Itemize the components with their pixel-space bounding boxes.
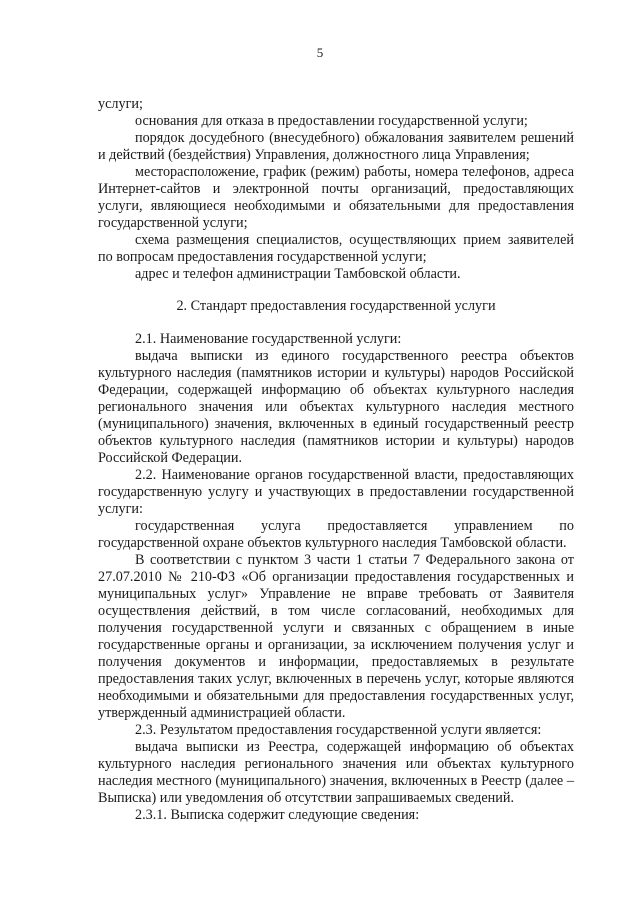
paragraph: адрес и телефон администрации Тамбовской области. xyxy=(135,266,461,282)
paragraph: 2.3.1. Выписка содержит следующие сведения: xyxy=(135,807,420,823)
paragraph: порядок досудебного (внесудебного) обжалования заявителем решений и действий (бездействия) Управления, должностного лица Управления; xyxy=(98,130,574,163)
paragraph: В соответствии с пунктом 3 части 1 статьи 7 Федерального закона от 27.07.2010 № 210-ФЗ «Об организации предоставления государственных и муниципальных услуг» Управление не вправе требовать от Заявителя осуществления действий, в том числе согласований, необходимых для получения государственной услуги и связанных с обращением в иные государственные органы и организации, за исключением получения услуг и получения документов и информации, предоставляемых в результате предоставления таких услуг, включенных в перечень услуг, которые являются необходимыми и обязательными для предоставления государственных услуг, утвержденный администрацией области. xyxy=(98,552,574,721)
paragraph: государственная услуга предоставляется управлением по государственной охране объектов культурного наследия Тамбовской области. xyxy=(98,518,574,551)
document-body xyxy=(98,96,574,824)
section-heading: 2. Стандарт предоставления государственной услуги xyxy=(176,298,496,314)
page-number: 5 xyxy=(316,45,324,60)
paragraph: месторасположение, график (режим) работы, номера телефонов, адреса Интернет-сайтов и электронной почты организаций, предоставляющих услуги, являющиеся необходимыми и обязательными для предоставления государственной услуги; xyxy=(98,164,574,231)
paragraph: 2.3. Результатом предоставления государственной услуги является: xyxy=(135,722,542,738)
paragraph: схема размещения специалистов, осуществляющих прием заявителей по вопросам предоставления государственной услуги; xyxy=(98,232,574,265)
paragraph: 2.1. Наименование государственной услуги: xyxy=(135,331,402,347)
paragraph: основания для отказа в предоставлении государственной услуги; xyxy=(135,113,528,129)
paragraph: услуги; xyxy=(98,96,143,112)
paragraph: выдача выписки из единого государственного реестра объектов культурного наследия (памятников истории и культуры) народов Российской Федерации, содержащей информацию об объектах культурного наследия регионального значения или объектах культурного наследия местного (муниципального) значения, включенных в единый государственный реестр объектов культурного наследия (памятников истории и культуры) народов Российской Федерации. xyxy=(98,348,574,466)
paragraph: 2.2. Наименование органов государственной власти, предоставляющих государственную услугу и участвующих в предоставлении государственной услуги: xyxy=(98,467,574,517)
paragraph: выдача выписки из Реестра, содержащей информацию об объектах культурного наследия регионального значения или объектах культурного наследия местного (муниципального) значения, включенных в Реестр (далее – Выписка) или уведомления об отсутствии запрашиваемых сведений. xyxy=(98,739,574,806)
